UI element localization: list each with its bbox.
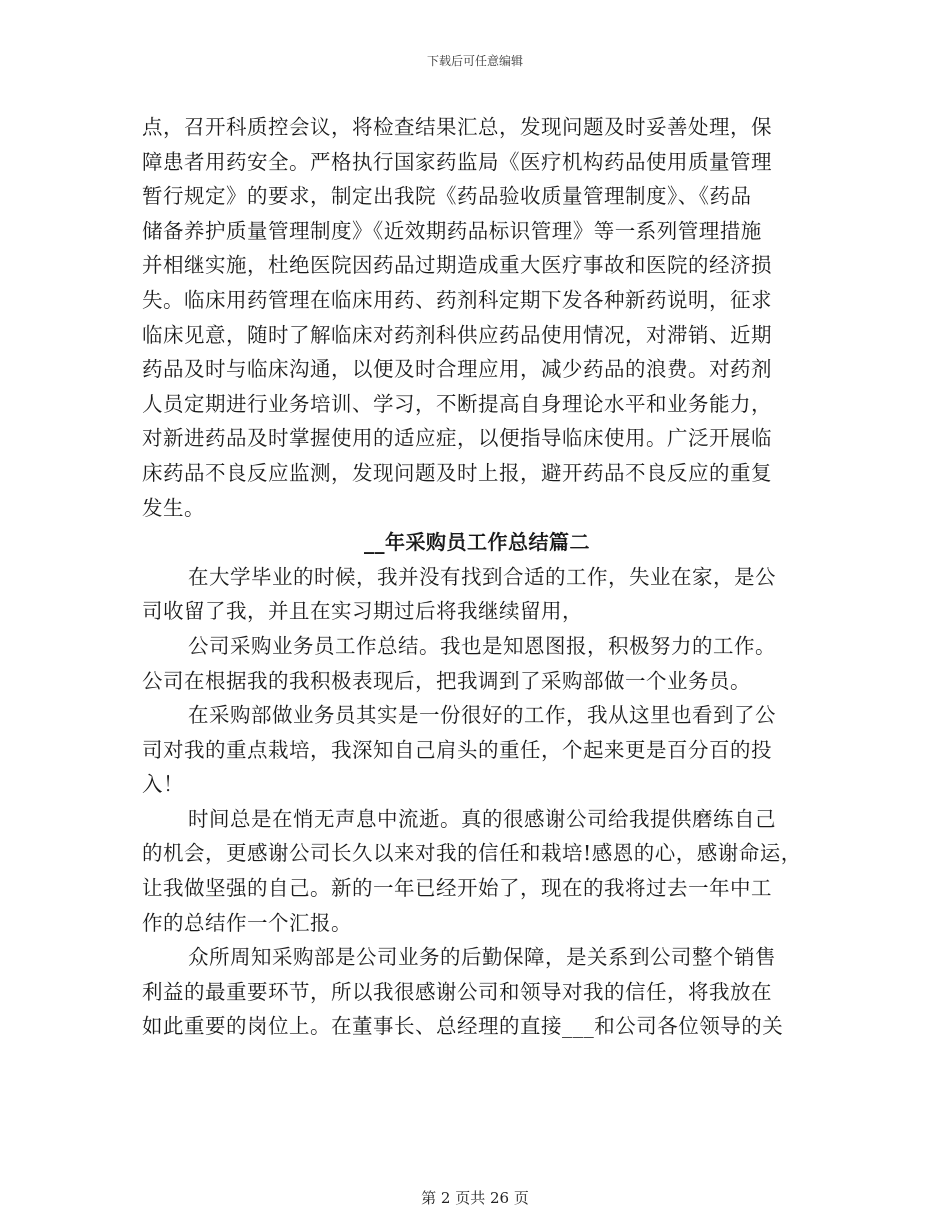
text-line: 床药品不良反应监测，发现问题及时上报，避开药品不良反应的重复 bbox=[142, 460, 772, 485]
page-header: 下载后可任意编辑 bbox=[426, 54, 523, 68]
text-line: 障患者用药安全。严格执行国家药监局《医疗机构药品使用质量管理 bbox=[142, 149, 772, 174]
text-line: 公司采购业务员工作总结。我也是知恩图报，积极努力的工作。 bbox=[188, 633, 776, 658]
text-line: 并相继实施，杜绝医院因药品过期造成重大医疗事故和医院的经济损 bbox=[142, 253, 772, 278]
text-line: 暂行规定》的要求，制定出我院《药品验收质量管理制度》、《药品 bbox=[142, 184, 752, 209]
section-heading: __年采购员工作总结篇二 bbox=[364, 530, 590, 555]
text-line: 入！ bbox=[142, 772, 184, 797]
text-line: 点，召开科质控会议，将检查结果汇总，发现问题及时妥善处理，保 bbox=[142, 115, 772, 139]
text-line: 众所周知采购部是公司业务的后勤保障，是关系到公司整个销售 bbox=[188, 945, 776, 970]
text-line: 让我做坚强的自己。新的一年已经开始了，现在的我将过去一年中工 bbox=[142, 876, 772, 901]
text-line: 作的总结作一个汇报。 bbox=[142, 910, 352, 935]
text-line: 在大学毕业的时候，我并没有找到合适的工作，失业在家，是公 bbox=[188, 564, 776, 589]
text-line: 发生。 bbox=[142, 495, 205, 520]
text-line: 公司在根据我的我积极表现后，把我调到了采购部做一个业务员。 bbox=[142, 668, 751, 693]
text-line: 人员定期进行业务培训、学习，不断提高自身理论水平和业务能力， bbox=[142, 391, 772, 416]
text-line: 司收留了我，并且在实习期过后将我继续留用， bbox=[142, 599, 583, 624]
text-line: 储备养护质量管理制度》《近效期药品标识管理》等一系列管理措施 bbox=[142, 218, 762, 243]
document-body bbox=[142, 110, 812, 1044]
page-footer: 第 2 页共 26 页 bbox=[421, 1189, 529, 1207]
text-line: 利益的最重要环节，所以我很感谢公司和领导对我的信任，将我放在 bbox=[142, 979, 772, 1004]
text-line: 临床见意，随时了解临床对药剂科供应药品使用情况，对滞销、近期 bbox=[142, 322, 772, 347]
text-line: 失。临床用药管理在临床用药、药剂科定期下发各种新药说明，征求 bbox=[142, 287, 772, 312]
text-line: 的机会，更感谢公司长久以来对我的信任和栽培!感恩的心，感谢命运， bbox=[142, 841, 802, 866]
text-line: 对新进药品及时掌握使用的适应症，以便指导临床使用。广泛开展临 bbox=[142, 426, 772, 451]
text-line: 司对我的重点栽培，我深知自己肩头的重任，个起来更是百分百的投 bbox=[142, 737, 772, 762]
text-line: 时间总是在悄无声息中流逝。真的很感谢公司给我提供磨练自己 bbox=[188, 806, 776, 831]
text-line: 药品及时与临床沟通，以便及时合理应用，减少药品的浪费。对药剂 bbox=[142, 357, 772, 382]
text-line: 如此重要的岗位上。在董事长、总经理的直接___和公司各位领导的关 bbox=[142, 1014, 784, 1039]
text-line: 在采购部做业务员其实是一份很好的工作，我从这里也看到了公 bbox=[188, 703, 776, 728]
